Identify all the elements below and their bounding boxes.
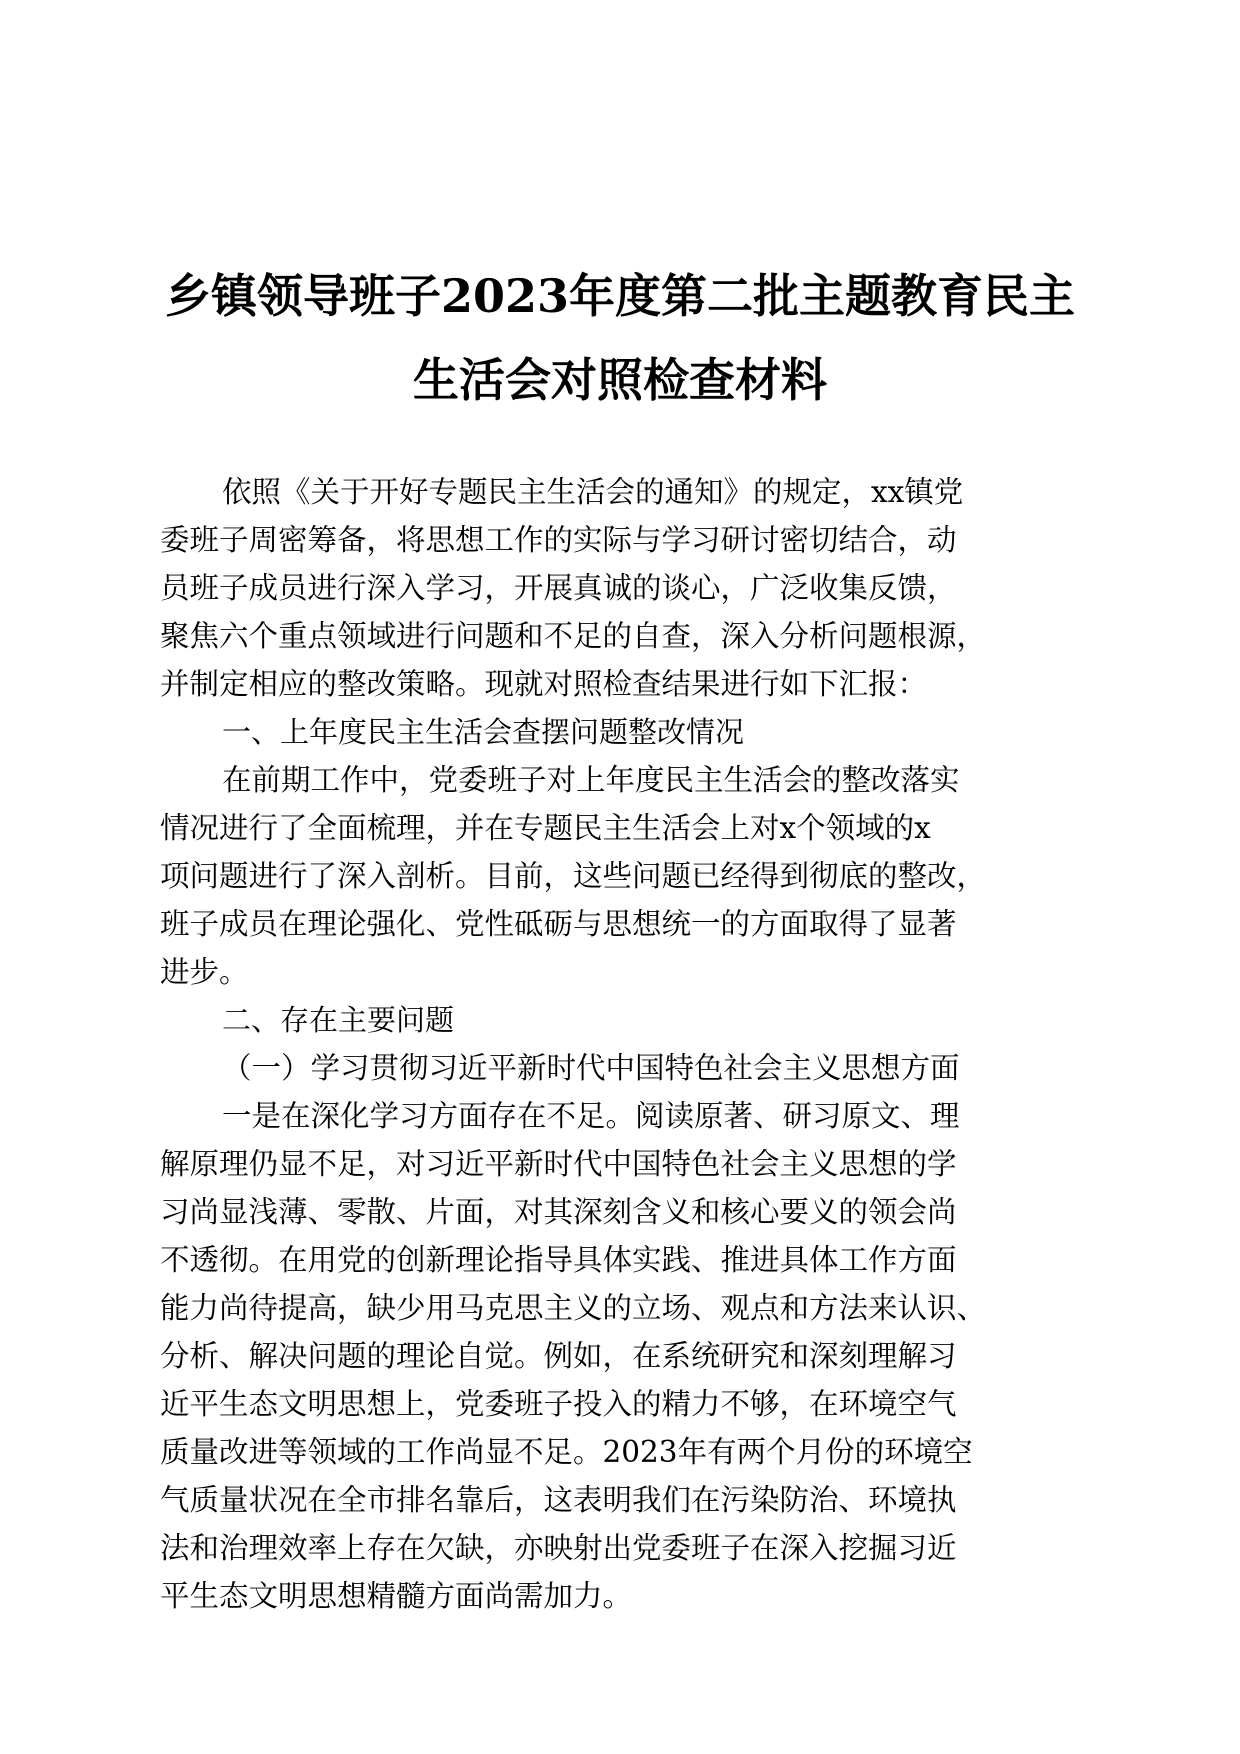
body-line: 并制定相应的整改策略。现就对照检查结果进行如下汇报： <box>160 667 928 701</box>
body-line: 进步。 <box>160 955 249 989</box>
body-line: 不透彻。在用党的创新理论指导具体实践、推进具体工作方面 <box>160 1243 957 1277</box>
body-line: 平生态文明思想精髓方面尚需加力。 <box>160 1579 633 1613</box>
body-line: 情况进行了全面梳理，并在专题民主生活会上对x个领域的x <box>160 811 931 845</box>
body-line: 项问题进行了深入剖析。目前，这些问题已经得到彻底的整改， <box>160 859 987 893</box>
body-line: 在前期工作中，党委班子对上年度民主生活会的整改落实 <box>222 763 960 797</box>
body-line: 法和治理效率上存在欠缺，亦映射出党委班子在深入挖掘习近 <box>160 1531 957 1565</box>
body-line: 质量改进等领域的工作尚显不足。2023年有两个月份的环境空 <box>160 1435 973 1469</box>
body-line: 班子成员在理论强化、党性砥砺与思想统一的方面取得了显著 <box>160 907 957 941</box>
body-line: 员班子成员进行深入学习，开展真诚的谈心，广泛收集反馈， <box>160 571 957 605</box>
body-line: 气质量状况在全市排名靠后，这表明我们在污染防治、环境执 <box>160 1483 957 1517</box>
section-heading-2: 二、存在主要问题 <box>222 1003 455 1037</box>
body-line: 一是在深化学习方面存在不足。阅读原著、研习原文、理 <box>222 1099 960 1133</box>
body-line: 聚焦六个重点领域进行问题和不足的自查，深入分析问题根源， <box>160 619 987 653</box>
body-line: 依照《关于开好专题民主生活会的通知》的规定，xx镇党 <box>222 475 964 509</box>
subsection-heading: （一）学习贯彻习近平新时代中国特色社会主义思想方面 <box>222 1051 960 1085</box>
body-line: 分析、解决问题的理论自觉。例如，在系统研究和深刻理解习 <box>160 1339 957 1373</box>
body-line: 能力尚待提高，缺少用马克思主义的立场、观点和方法来认识、 <box>160 1291 987 1325</box>
body-line: 近平生态文明思想上，党委班子投入的精力不够，在环境空气 <box>160 1387 957 1421</box>
document-body <box>160 468 1100 1620</box>
body-line: 习尚显浅薄、零散、片面，对其深刻含义和核心要义的领会尚 <box>160 1195 957 1229</box>
section-heading-1: 一、上年度民主生活会查摆问题整改情况 <box>222 715 745 749</box>
body-line: 委班子周密筹备，将思想工作的实际与学习研讨密切结合，动 <box>160 523 957 557</box>
body-line: 解原理仍显不足，对习近平新时代中国特色社会主义思想的学 <box>160 1147 957 1181</box>
document-title-line-1: 乡镇领导班子2023年度第二批主题教育民主 <box>164 269 1076 323</box>
document-title-line-2: 生活会对照检查材料 <box>413 353 827 407</box>
